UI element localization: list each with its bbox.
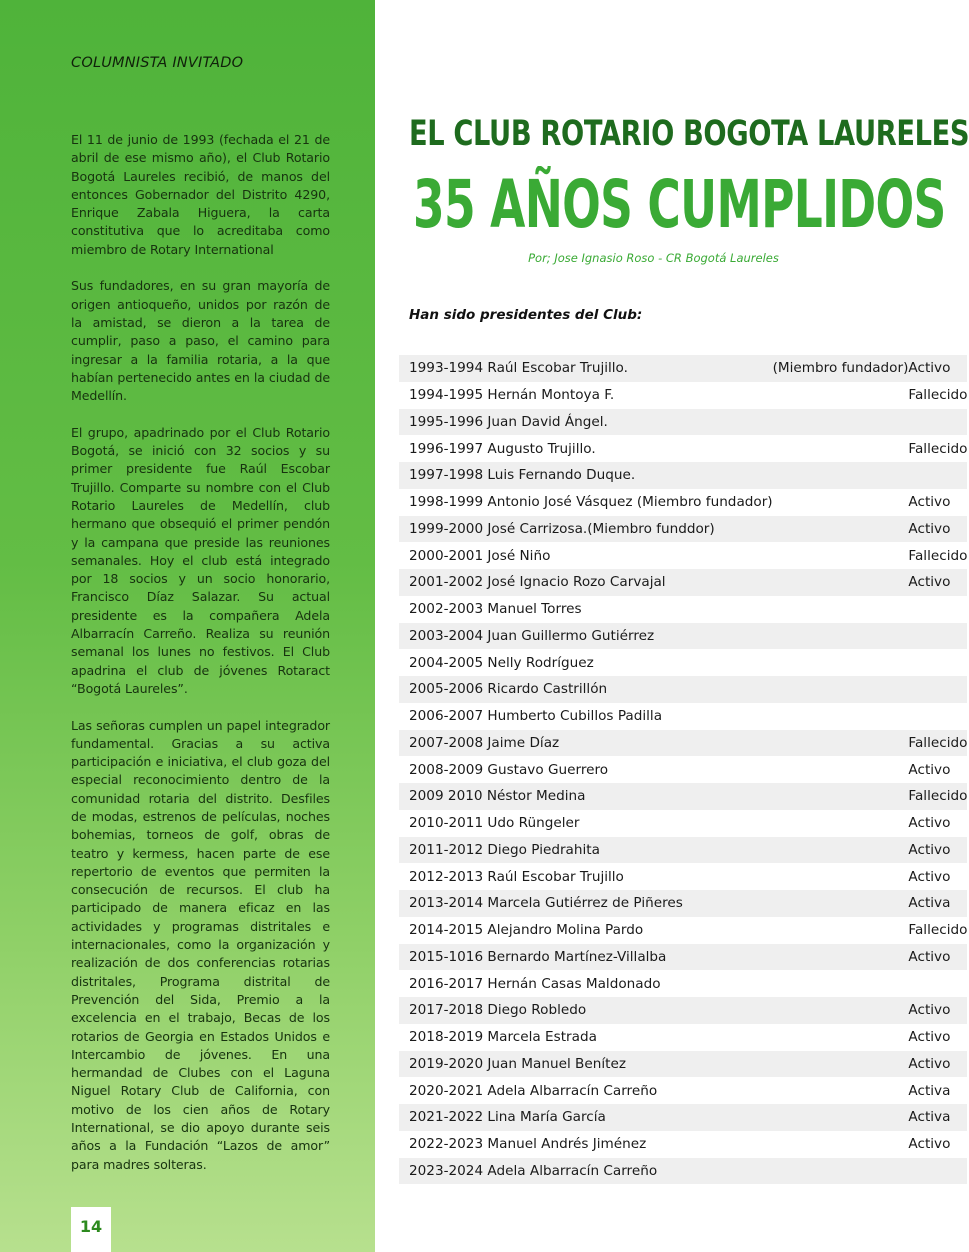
- president-note: [773, 1077, 909, 1104]
- president-name: 1999-2000 José Carrizosa.(Miembro funddor): [409, 520, 715, 537]
- presidents-table: [399, 355, 967, 1184]
- president-row: [399, 542, 967, 569]
- president-status: Fallecido: [908, 788, 968, 805]
- president-note: [773, 623, 909, 650]
- president-status: Activo: [908, 1002, 951, 1019]
- president-note: [773, 382, 909, 409]
- title-line-1: EL CLUB ROTARIO BOGOTA LAURELES: [409, 114, 969, 154]
- president-name: 1998-1999 Antonio José Vásquez (Miembro fundador): [409, 494, 773, 511]
- president-row: [399, 783, 967, 810]
- president-row: [399, 596, 967, 623]
- president-note: [773, 569, 909, 596]
- president-row: [399, 489, 967, 516]
- president-name: 1994-1995 Hernán Montoya F.: [409, 387, 615, 404]
- president-status: [908, 649, 967, 676]
- president-name: 2001-2002 José Ignacio Rozo Carvajal: [409, 574, 666, 591]
- president-note: [773, 409, 909, 436]
- president-row: [399, 1131, 967, 1158]
- president-note: (Miembro fundador): [772, 360, 909, 377]
- president-note: [773, 703, 909, 730]
- president-note: [773, 944, 909, 971]
- president-note: [773, 596, 909, 623]
- president-note: [773, 810, 909, 837]
- president-note: [773, 756, 909, 783]
- president-row: [399, 1104, 967, 1131]
- president-status: [908, 596, 967, 623]
- president-name: 2015-1016 Bernardo Martínez-Villalba: [409, 948, 667, 965]
- article-paragraph: Las señoras cumplen un papel integrador fundamental. Gracias a su activa participación e iniciativa, el club goza del especial reconocimiento dentro de la comunidad rotaria del distrito. Desfiles de modas, estrenos de películas, noches bohemias, torneos de golf, obras de teatro y kermess, hacen parte de ese repertorio de eventos que permiten la consecución de recursos. El club ha participado de manera eficaz en las actividades y programas distritales e internacionales, como la organización y realización de dos conferencias rotarias distritales, Programa distrital de Prevención del Sida, Premio a la excelencia en el trabajo, Becas de los rotarios de Georgia en Estados Unidos e Intercambio de jóvenes. En una hermandad de Clubes con el Laguna Niguel Rotary Club de California, con motivo de los cien años de Rotary International, se dio apoyo durante seis años a la Fundación “Lazos de amor” para madres solteras.: [71, 717, 330, 1172]
- president-name: 2006-2007 Humberto Cubillos Padilla: [409, 708, 663, 725]
- president-name: 2000-2001 José Niño: [409, 547, 551, 564]
- president-row: [399, 730, 967, 757]
- president-status: [908, 623, 967, 650]
- president-name: 2023-2024 Adela Albarracín Carreño: [409, 1162, 658, 1179]
- president-row: [399, 435, 967, 462]
- president-row: [399, 516, 967, 543]
- president-note: [773, 676, 909, 703]
- president-row: [399, 890, 967, 917]
- president-note: [773, 489, 909, 516]
- president-note: [773, 917, 909, 944]
- president-name: 2007-2008 Jaime Díaz: [409, 734, 560, 751]
- article-paragraph: El 11 de junio de 1993 (fechada el 21 de abril de ese mismo año), el Club Rotario Bogotá Laureles recibió, de manos del entonces Gobernador del Distrito 4290, Enrique Zabala Higuera, la carta constitutiva que lo acreditaba como miembro de Rotary International: [71, 132, 330, 257]
- president-status: Activa: [908, 1082, 951, 1099]
- president-name: 2003-2004 Juan Guillermo Gutiérrez: [409, 627, 655, 644]
- byline: Por; Jose Ignasio Roso - CR Bogotá Laureles: [528, 251, 779, 265]
- president-note: [773, 1024, 909, 1051]
- president-status: Fallecido: [908, 922, 968, 939]
- president-name: 2005-2006 Ricardo Castrillón: [409, 681, 608, 698]
- president-row: [399, 1051, 967, 1078]
- president-status: [908, 409, 967, 436]
- president-row: [399, 409, 967, 436]
- president-name: 2013-2014 Marcela Gutiérrez de Piñeres: [409, 895, 683, 912]
- page-number: 14: [71, 1207, 111, 1252]
- president-note: [773, 462, 909, 489]
- president-note: [773, 863, 909, 890]
- president-status: Activo: [908, 815, 951, 832]
- president-note: [773, 1131, 909, 1158]
- president-status: Activa: [908, 1109, 951, 1126]
- president-status: Fallecido: [908, 734, 968, 751]
- president-row: [399, 970, 967, 997]
- president-row: [399, 837, 967, 864]
- president-status: Activo: [908, 360, 951, 377]
- president-status: Activo: [908, 868, 951, 885]
- president-status: Activo: [908, 1029, 951, 1046]
- president-note: [773, 1051, 909, 1078]
- president-name: 2010-2011 Udo Rüngeler: [409, 815, 580, 832]
- president-name: 2014-2015 Alejandro Molina Pardo: [409, 922, 644, 939]
- article-paragraph: El grupo, apadrinado por el Club Rotario Bogotá, se inició con 32 socios y su primer presidente fue Raúl Escobar Trujillo. Comparte su nombre con el Club Rotario Laureles de Medellín, club hermano que obsequió el primer pendón y la campana que preside las reuniones semanales. Hoy el club está integrado por 18 socios y un socio honorario, Francisco Díaz Salazar. Su actual presidente es la compañera Adela Albarracín Carreño. Realiza su reunión semanal los lunes no festivos. El Club apadrina el club de jóvenes Rotaract “Bogotá Laureles”.: [71, 424, 330, 696]
- president-name: 2018-2019 Marcela Estrada: [409, 1029, 597, 1046]
- president-note: [773, 970, 909, 997]
- presidents-heading: Han sido presidentes del Club:: [409, 307, 643, 323]
- president-name: 2009 2010 Néstor Medina: [409, 788, 586, 805]
- president-status: Activo: [908, 574, 951, 591]
- president-name: 2022-2023 Manuel Andrés Jiménez: [409, 1136, 647, 1153]
- president-status: Activo: [908, 761, 951, 778]
- president-name: 1993-1994 Raúl Escobar Trujillo.: [409, 360, 628, 377]
- article-body: [71, 131, 330, 1192]
- green-sidebar-column: [0, 0, 375, 1252]
- president-status: [908, 676, 967, 703]
- president-note: [773, 649, 909, 676]
- president-name: 2016-2017 Hernán Casas Maldonado: [409, 975, 661, 992]
- president-row: [399, 917, 967, 944]
- title-line-2: 35 AÑOS CUMPLIDOS: [413, 166, 946, 243]
- president-status: Activa: [908, 895, 951, 912]
- president-row: [399, 676, 967, 703]
- president-name: 1996-1997 Augusto Trujillo.: [409, 440, 596, 457]
- president-note: [773, 1104, 909, 1131]
- president-row: [399, 810, 967, 837]
- president-status: Fallecido: [908, 387, 968, 404]
- president-note: [773, 837, 909, 864]
- president-name: 1995-1996 Juan David Ángel.: [409, 413, 608, 430]
- president-row: [399, 462, 967, 489]
- president-status: Activo: [908, 494, 951, 511]
- president-row: [399, 623, 967, 650]
- president-row: [399, 649, 967, 676]
- president-name: 2004-2005 Nelly Rodríguez: [409, 654, 594, 671]
- article-paragraph: Sus fundadores, en su gran mayoría de origen antioqueño, unidos por razón de la amistad, se dieron a la tarea de cumplir, paso a paso, el camino para ingresar a la familia rotaria, a la que habían pertenecido antes en la ciudad de Medellín.: [71, 278, 330, 404]
- president-status: [908, 703, 967, 730]
- president-row: [399, 756, 967, 783]
- president-status: Activo: [908, 1136, 951, 1153]
- president-status: [908, 1158, 967, 1185]
- president-status: [908, 970, 967, 997]
- president-status: Activo: [908, 841, 951, 858]
- president-row: [399, 382, 967, 409]
- president-note: [773, 516, 909, 543]
- president-row: [399, 1024, 967, 1051]
- section-label: COLUMNISTA INVITADO: [71, 55, 244, 71]
- president-row: [399, 569, 967, 596]
- president-row: [399, 1158, 967, 1185]
- president-note: [773, 1158, 909, 1185]
- president-name: 2002-2003 Manuel Torres: [409, 601, 582, 618]
- president-row: [399, 997, 967, 1024]
- president-status: Activo: [908, 948, 951, 965]
- president-row: [399, 863, 967, 890]
- president-name: 2012-2013 Raúl Escobar Trujillo: [409, 868, 624, 885]
- president-note: [773, 783, 909, 810]
- president-status: Fallecido: [908, 547, 968, 564]
- president-note: [773, 542, 909, 569]
- president-status: [908, 462, 967, 489]
- president-status: Fallecido: [908, 440, 968, 457]
- president-row: [399, 703, 967, 730]
- president-note: [773, 730, 909, 757]
- president-status: Activo: [908, 1055, 951, 1072]
- president-note: [773, 435, 909, 462]
- president-name: 2008-2009 Gustavo Guerrero: [409, 761, 609, 778]
- president-row: [399, 1077, 967, 1104]
- president-status: Activo: [908, 520, 951, 537]
- president-row: [399, 944, 967, 971]
- president-name: 2011-2012 Diego Piedrahita: [409, 841, 600, 858]
- president-name: 2019-2020 Juan Manuel Benítez: [409, 1055, 626, 1072]
- president-name: 2020-2021 Adela Albarracín Carreño: [409, 1082, 658, 1099]
- presidents-table-body: [399, 355, 967, 1184]
- president-name: 2017-2018 Diego Robledo: [409, 1002, 587, 1019]
- president-row: [399, 355, 967, 382]
- president-name: 1997-1998 Luis Fernando Duque.: [409, 467, 636, 484]
- president-name: 2021-2022 Lina María García: [409, 1109, 606, 1126]
- president-note: [773, 890, 909, 917]
- president-note: [773, 997, 909, 1024]
